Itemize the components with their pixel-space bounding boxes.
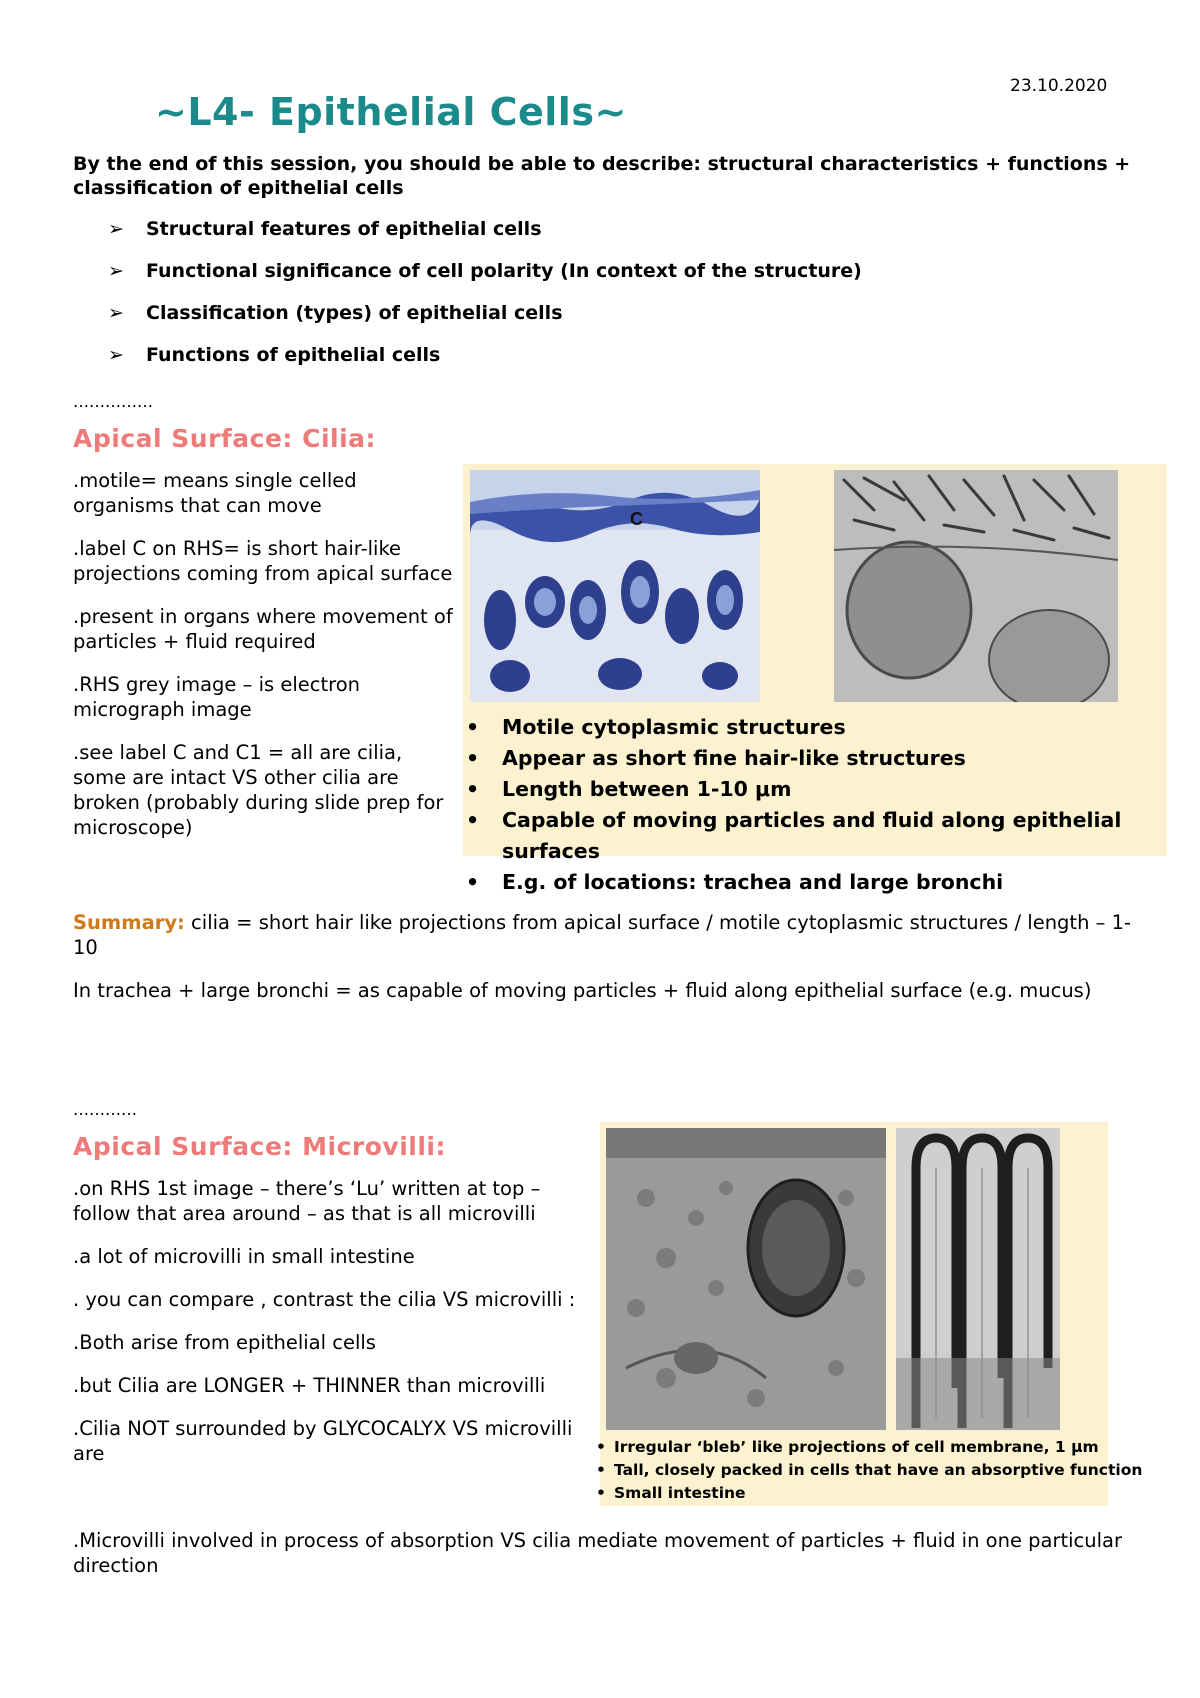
list-item: • Capable of moving particles and fluid along epithelial surfaces	[466, 805, 1200, 867]
arrowhead-icon: ➢	[108, 218, 124, 240]
microvilli-final-note	[73, 1528, 1143, 1596]
bullet-icon: •	[466, 777, 480, 801]
note: .Microvilli involved in process of absorption VS cilia mediate movement of particles + fluid in one particular direction	[73, 1529, 1123, 1577]
summary-paragraph: Summary: cilia = short hair like projections from apical surface / motile cytoplasmic structures / length – 1-10	[73, 911, 1132, 959]
note: .on RHS 1st image – there’s ‘Lu’ written at top – follow that area around – as that is all microvilli	[73, 1177, 541, 1225]
note: .see label C and C1 = all are cilia, some are intact VS other cilia are broken (probably during slide prep for microscope)	[73, 741, 444, 839]
list-item: • Motile cytoplasmic structures	[466, 712, 1200, 743]
list-item: ➢ Functions of epithelial cells	[108, 344, 441, 366]
summary-paragraph-2: In trachea + large bronchi = as capable of moving particles + fluid along epithelial surface (e.g. mucus)	[73, 979, 1092, 1002]
list-item: ➢ Structural features of epithelial cells	[108, 218, 542, 240]
list-item: • Irregular ‘bleb’ like projections of cell membrane, 1 μm	[596, 1436, 1142, 1459]
intro-text: By the end of this session, you should be able to describe: structural characteristics + functions + classification of epithelial cells	[73, 153, 1131, 199]
arrowhead-icon: ➢	[108, 260, 124, 282]
note: .motile= means single celled organisms that can move	[73, 469, 357, 517]
bullet-icon: •	[466, 808, 480, 832]
separator: …………	[73, 1100, 137, 1119]
separator: ……………	[73, 392, 153, 411]
note: . you can compare , contrast the cilia VS microvilli :	[73, 1288, 576, 1311]
list-item: • Appear as short fine hair-like structures	[466, 743, 1200, 774]
cilia-heading: Apical Surface: Cilia:	[73, 424, 377, 453]
microvilli-heading: Apical Surface: Microvilli:	[73, 1132, 446, 1161]
list-item: • Tall, closely packed in cells that have an absorptive function	[596, 1459, 1142, 1482]
note: .RHS grey image – is electron micrograph image	[73, 673, 361, 721]
cilia-notes	[73, 468, 453, 858]
page-title: ~L4- Epithelial Cells~	[155, 90, 627, 134]
date: 23.10.2020	[1010, 76, 1108, 96]
note: .Both arise from epithelial cells	[73, 1331, 376, 1354]
bullet-icon: •	[466, 870, 480, 894]
list-item: ➢ Functional significance of cell polarity (In context of the structure)	[108, 260, 862, 282]
summary-label: Summary:	[73, 911, 185, 934]
microvilli-figure-bullets	[596, 1436, 1142, 1505]
arrowhead-icon: ➢	[108, 344, 124, 366]
list-item: • E.g. of locations: trachea and large bronchi	[466, 867, 1200, 898]
cilia-summary	[73, 910, 1143, 1021]
list-item: ➢ Classification (types) of epithelial cells	[108, 302, 563, 324]
note: .a lot of microvilli in small intestine	[73, 1245, 415, 1268]
microvilli-notes	[73, 1176, 593, 1484]
note: .but Cilia are LONGER + THINNER than microvilli	[73, 1374, 546, 1397]
note: .Cilia NOT surrounded by GLYCOCALYX VS microvilli are	[73, 1417, 573, 1465]
bullet-icon: •	[596, 1461, 606, 1479]
list-item: • Small intestine	[596, 1482, 1142, 1505]
note: .label C on RHS= is short hair-like projections coming from apical surface	[73, 537, 453, 585]
arrowhead-icon: ➢	[108, 302, 124, 324]
bullet-icon: •	[596, 1484, 606, 1502]
bullet-icon: •	[596, 1438, 606, 1456]
microvilli-micrograph-1	[606, 1128, 886, 1430]
bullet-icon: •	[466, 715, 480, 739]
objectives-list	[108, 218, 862, 386]
bullet-icon: •	[466, 746, 480, 770]
cilia-figure-bullets	[466, 712, 1200, 898]
cilia-light-micrograph	[470, 470, 760, 702]
image-label: C	[630, 509, 643, 529]
microvilli-micrograph-2	[896, 1128, 1060, 1430]
note: .present in organs where movement of particles + fluid required	[73, 605, 453, 653]
cilia-electron-micrograph	[834, 470, 1118, 702]
list-item: • Length between 1-10 μm	[466, 774, 1200, 805]
